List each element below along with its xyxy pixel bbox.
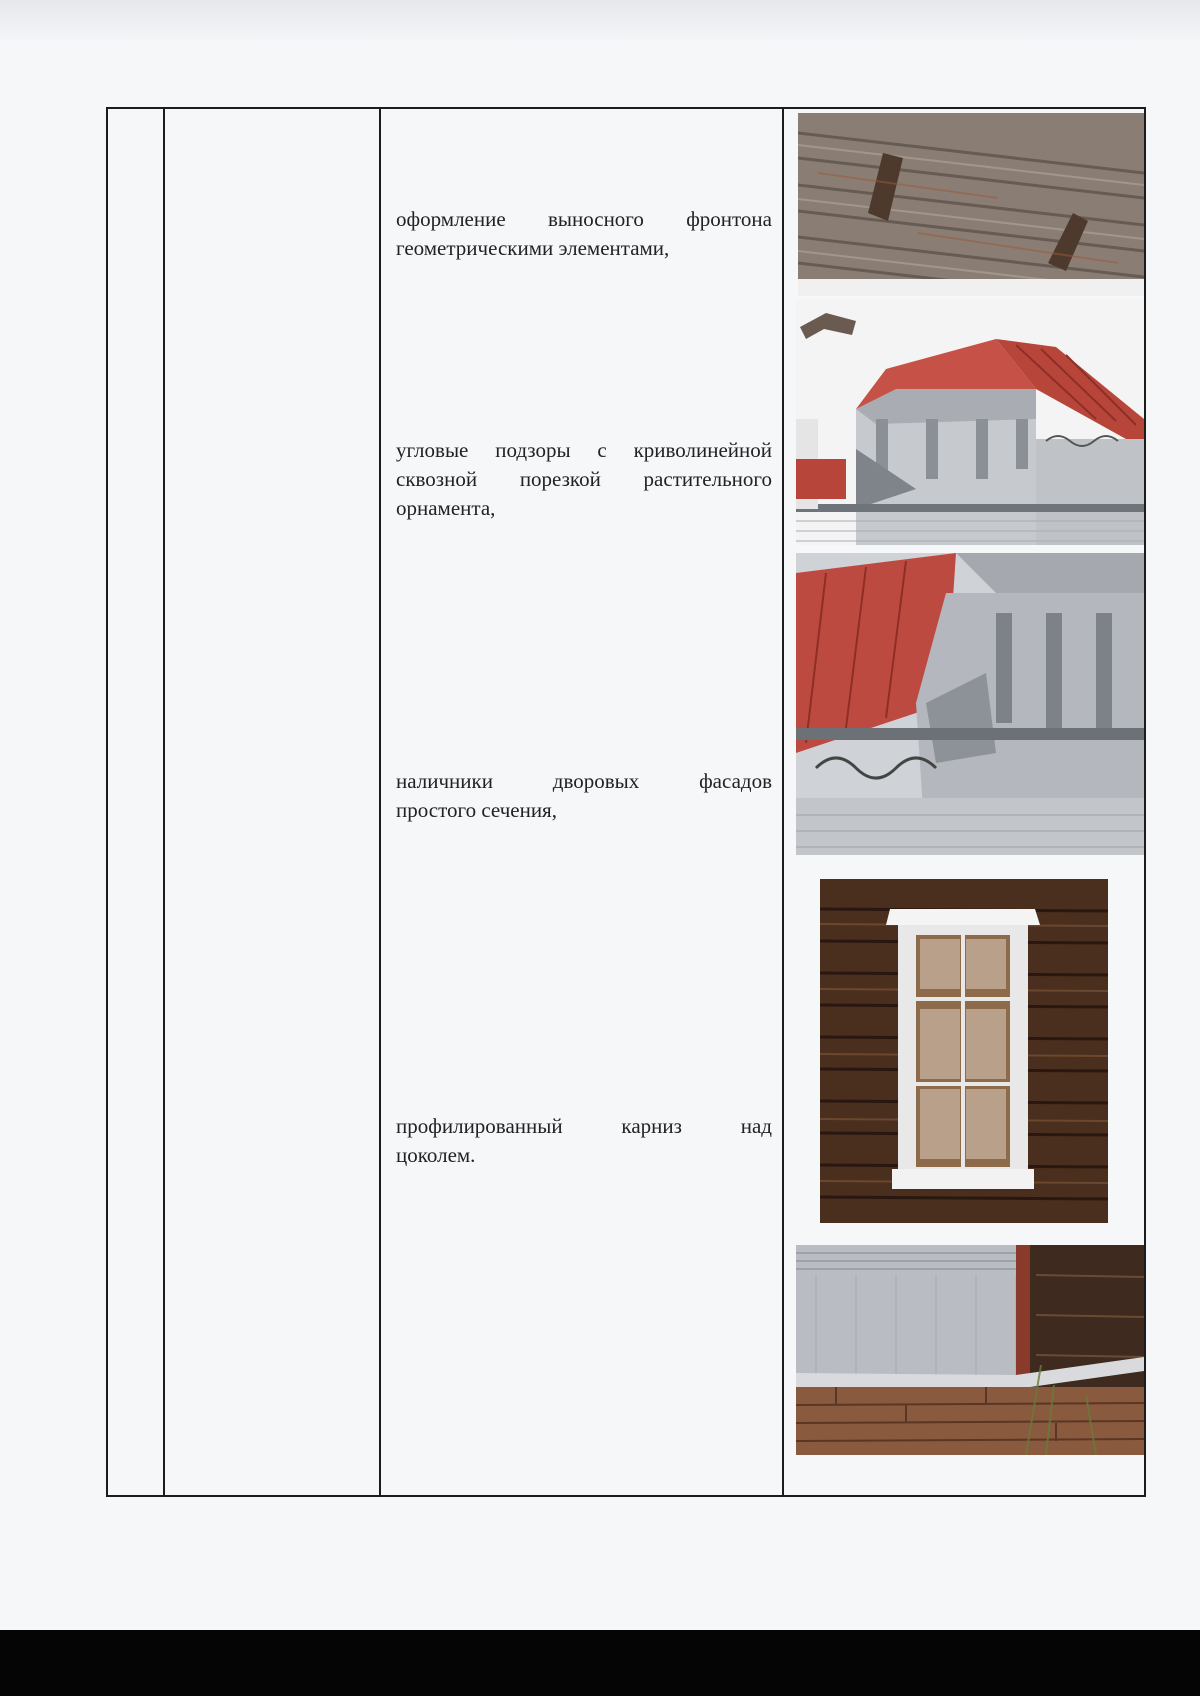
item-text-gable: оформление выносного фронтона геометрическими элементами, — [396, 207, 772, 260]
cornice-line-1: профилированный карниз над — [396, 1114, 772, 1138]
gable-photo — [798, 113, 1144, 296]
document-table — [106, 107, 1146, 1497]
column-divider — [379, 109, 381, 1495]
column-divider — [163, 109, 165, 1495]
item-text-cornice — [396, 1112, 772, 1170]
column-divider — [782, 109, 784, 1495]
casings-line-2: простого сечения, — [396, 798, 557, 822]
window-photo — [820, 879, 1108, 1223]
cornice-line-2: цоколем. — [396, 1143, 476, 1167]
scan-shadow — [0, 0, 1200, 40]
scan-bottom-bar — [0, 1630, 1200, 1696]
roof-corner-photo — [796, 553, 1144, 855]
casings-line-1: наличники дворовых фасадов — [396, 769, 772, 793]
item-text-eaves: угловые подзоры с криволинейной сквозной порезкой растительного орнамента, — [396, 438, 772, 520]
item-text-casings — [396, 767, 772, 825]
roof-eave-photo — [796, 299, 1144, 545]
plinth-photo — [796, 1245, 1144, 1455]
